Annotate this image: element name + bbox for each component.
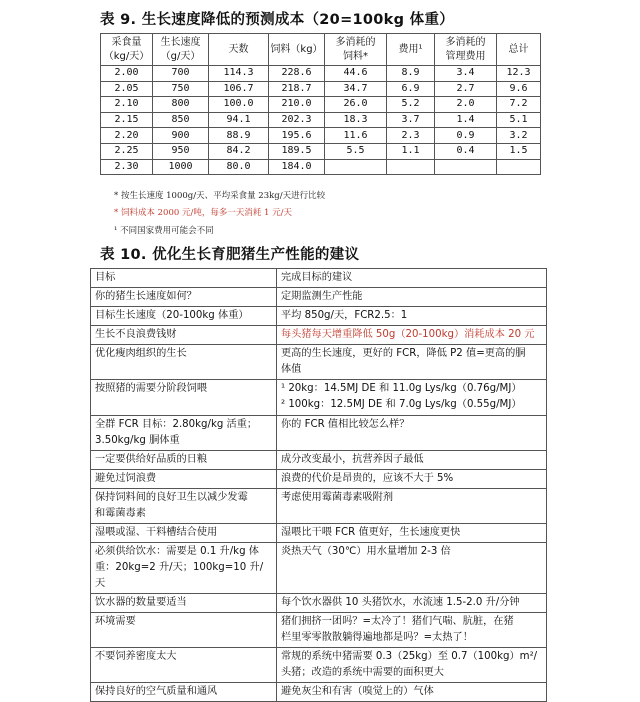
table-cell: 80.0: [209, 159, 269, 174]
goal-line: 3.50kg/kg 胴体重: [95, 435, 180, 446]
column-header-line: 生长速度: [160, 36, 201, 48]
table-row: [91, 269, 547, 288]
goal-cell: [91, 326, 277, 345]
table-cell: 2.0: [435, 97, 497, 113]
goal-line: 一定要供给好品质的日粮: [95, 454, 208, 465]
recommendation-line: 炎热天气（30℃）用水量增加 2-3 倍: [281, 546, 451, 557]
goal-line: 环境需要: [95, 616, 136, 627]
column-header-line: 采食量: [111, 36, 142, 48]
recommendation-line: 浪费的代价是昂贵的，应该不大于 5%: [281, 473, 454, 484]
table-cell: 0.4: [435, 143, 497, 159]
table-row: [101, 112, 541, 128]
goal-line: 重：20kg=2 升/天；100kg=10 升/天: [95, 562, 264, 589]
table-cell: 2.00: [101, 66, 153, 82]
column-header: [153, 34, 209, 66]
table-cell: 11.6: [325, 128, 387, 144]
recommendation-line: 常规的系统中猪需要 0.3（25kg）至 0.7（100kg）m²/: [281, 651, 538, 662]
table-cell: 184.0: [269, 159, 325, 174]
recommendation-cell: [277, 307, 547, 326]
goal-cell: [91, 288, 277, 307]
table-cell: 1.5: [497, 143, 541, 159]
table-row: [91, 288, 547, 307]
goal-line: 避免过饲浪费: [95, 473, 157, 484]
goal-line: 饮水器的数量要适当: [95, 597, 187, 608]
goal-line: 不要饲养密度太大: [95, 651, 177, 662]
recommendation-cell: [277, 613, 547, 648]
table9-note-1: * 按生长速度 1000g/天、平均采食量 23kg/天进行比较: [114, 191, 326, 201]
recommendation-cell: [277, 489, 547, 524]
table-cell: 750: [153, 81, 209, 97]
recommendation-line: 避免灰尘和有害（嗅觉上的）气体: [281, 686, 434, 697]
column-header-line: 费用¹: [398, 43, 423, 55]
table-cell: 202.3: [269, 112, 325, 128]
goal-cell: [91, 470, 277, 489]
recommendation-line: 头猪；改造的系统中需要的面积更大: [281, 667, 444, 678]
table-cell: [387, 159, 435, 174]
table-cell: 850: [153, 112, 209, 128]
recommendation-line: ² 100kg：12.5MJ DE 和 7.0g Lys/kg（0.55g/MJ）: [281, 399, 522, 410]
table-row: [91, 683, 547, 702]
column-header-line: （g/天）: [160, 50, 201, 62]
table-row: [101, 128, 541, 144]
table-cell: 8.9: [387, 66, 435, 82]
table-row: [91, 470, 547, 489]
table-cell: 1.4: [435, 112, 497, 128]
table-cell: 5.5: [325, 143, 387, 159]
goal-cell: [91, 683, 277, 702]
column-header: [269, 34, 325, 66]
goal-cell: [91, 416, 277, 451]
recommendation-line: 猪们拥挤一团吗？=太冷了！猪们气喘、肮脏，在猪: [281, 616, 514, 627]
column-header: [209, 34, 269, 66]
goal-cell: [91, 489, 277, 524]
column-header-line: 天数: [228, 43, 249, 55]
recommendation-line: ¹ 20kg：14.5MJ DE 和 11.0g Lys/kg（0.76g/MJ）: [281, 383, 522, 394]
recommendation-cell: [277, 416, 547, 451]
table-cell: 2.20: [101, 128, 153, 144]
table-row: [91, 345, 547, 380]
table-row: [101, 81, 541, 97]
table-row: [91, 451, 547, 470]
goal-line: 你的猪生长速度如何？: [95, 291, 197, 302]
table-cell: 2.30: [101, 159, 153, 174]
cost-table: [100, 33, 541, 175]
table-cell: [497, 159, 541, 174]
goal-cell: [91, 594, 277, 613]
recommendation-line: 考虑使用霉菌毒素吸附剂: [281, 492, 394, 503]
table-cell: 195.6: [269, 128, 325, 144]
table-row: [91, 307, 547, 326]
goal-line: 必须供给饮水：需要是 0.1 升/kg 体: [95, 546, 259, 557]
goal-line: 和霉菌毒素: [95, 508, 146, 519]
table-cell: 2.05: [101, 81, 153, 97]
table-cell: 228.6: [269, 66, 325, 82]
recommendation-cell: [277, 451, 547, 470]
recommendation-line: 你的 FCR 值相比较怎么样？: [281, 419, 410, 430]
table-row: [91, 613, 547, 648]
goal-line: 保持饲料间的良好卫生以减少发霉: [95, 492, 248, 503]
goal-cell: [91, 648, 277, 683]
table-cell: 1.1: [387, 143, 435, 159]
table-cell: 0.9: [435, 128, 497, 144]
table-cell: 100.0: [209, 97, 269, 113]
recommendation-line: 完成目标的建议: [281, 272, 353, 283]
recommendation-cell: [277, 648, 547, 683]
recommendation-cell: [277, 345, 547, 380]
table-cell: 900: [153, 128, 209, 144]
table-cell: 2.3: [387, 128, 435, 144]
recommendation-cell: [277, 269, 547, 288]
table-row: [91, 326, 547, 345]
table9-note-3: ¹ 不同国家费用可能会不同: [114, 226, 214, 236]
column-header-line: 总计: [508, 43, 529, 55]
column-header: [435, 34, 497, 66]
table-row: [91, 416, 547, 451]
table-row: [91, 489, 547, 524]
goal-cell: [91, 380, 277, 416]
table-cell: 950: [153, 143, 209, 159]
table-cell: 84.2: [209, 143, 269, 159]
table-cell: 700: [153, 66, 209, 82]
cost-table-header: [101, 34, 541, 66]
goal-line: 湿喂或湿、干料槽结合使用: [95, 527, 218, 538]
column-header-line: 饲料*: [343, 50, 368, 62]
recommendation-cell: [277, 326, 547, 345]
recommendation-line: 成分改变最小，抗营养因子最低: [281, 454, 424, 465]
column-header-line: （kg/天）: [103, 50, 150, 62]
recommendation-line: 湿喂比干喂 FCR 值更好，生长速度更快: [281, 527, 461, 538]
table-row: [91, 594, 547, 613]
goal-cell: [91, 345, 277, 380]
table-cell: 44.6: [325, 66, 387, 82]
table-row: [101, 97, 541, 113]
table-row: [101, 66, 541, 82]
recommendation-cell: [277, 543, 547, 594]
goal-line: 保持良好的空气质量和通风: [95, 686, 218, 697]
recommendation-line: 每个饮水器供 10 头猪饮水，水流速 1.5-2.0 升/分钟: [281, 597, 520, 608]
table-cell: 3.2: [497, 128, 541, 144]
table-row: [91, 524, 547, 543]
recommendation-cell: [277, 524, 547, 543]
table-cell: 88.9: [209, 128, 269, 144]
table-cell: 34.7: [325, 81, 387, 97]
table-cell: 5.1: [497, 112, 541, 128]
recommendation-line: 平均 850g/天，FCR2.5：1: [281, 310, 408, 321]
recommendation-table-body: [91, 269, 547, 702]
table-cell: 218.7: [269, 81, 325, 97]
recommendation-cell: [277, 683, 547, 702]
column-header-line: 多消耗的: [335, 36, 376, 48]
table-cell: 3.4: [435, 66, 497, 82]
table-cell: 5.2: [387, 97, 435, 113]
column-header: [325, 34, 387, 66]
column-header: [101, 34, 153, 66]
recommendation-line: 体值: [281, 364, 302, 375]
table-row: [101, 159, 541, 174]
recommendation-cell: [277, 470, 547, 489]
goal-line: 全群 FCR 目标：2.80kg/kg 活重；: [95, 419, 258, 430]
table-row: [91, 380, 547, 416]
goal-line: 目标生长速度（20-100kg 体重）: [95, 310, 249, 321]
recommendation-cell: [277, 288, 547, 307]
recommendation-line: 每头猪每天增重降低 50g（20-100kg）消耗成本 20 元: [281, 329, 535, 340]
table-cell: 2.15: [101, 112, 153, 128]
recommendation-cell: [277, 380, 547, 416]
goal-line: 目标: [95, 272, 116, 283]
column-header: [387, 34, 435, 66]
table-cell: 6.9: [387, 81, 435, 97]
goal-cell: [91, 613, 277, 648]
table-cell: 94.1: [209, 112, 269, 128]
table-cell: 1000: [153, 159, 209, 174]
column-header-line: 饲料（kg）: [270, 43, 323, 55]
table-cell: 189.5: [269, 143, 325, 159]
cost-table-body: [101, 66, 541, 175]
table-cell: 210.0: [269, 97, 325, 113]
table-cell: 114.3: [209, 66, 269, 82]
table-cell: 2.7: [435, 81, 497, 97]
column-header: [497, 34, 541, 66]
table-row: [91, 648, 547, 683]
table-cell: 800: [153, 97, 209, 113]
table-cell: 9.6: [497, 81, 541, 97]
recommendation-line: 定期监测生产性能: [281, 291, 363, 302]
table-cell: 2.25: [101, 143, 153, 159]
table9-title: 表 9. 生长速度降低的预测成本（20=100kg 体重）: [100, 12, 455, 28]
goal-line: 生长不良浪费钱财: [95, 329, 177, 340]
table-cell: 2.10: [101, 97, 153, 113]
table10-title: 表 10. 优化生长育肥猪生产性能的建议: [100, 247, 360, 263]
recommendation-cell: [277, 594, 547, 613]
goal-cell: [91, 543, 277, 594]
table-cell: 3.7: [387, 112, 435, 128]
table-cell: 12.3: [497, 66, 541, 82]
table-cell: 26.0: [325, 97, 387, 113]
column-header-line: 多消耗的: [445, 36, 486, 48]
recommendation-table: [90, 268, 547, 702]
goal-cell: [91, 451, 277, 470]
table-cell: [325, 159, 387, 174]
table-cell: [435, 159, 497, 174]
goal-line: 按照猪的需要分阶段饲喂: [95, 383, 208, 394]
table-cell: 18.3: [325, 112, 387, 128]
goal-cell: [91, 524, 277, 543]
table-row: [91, 543, 547, 594]
table9-note-2: * 饲料成本 2000 元/吨，每多一天消耗 1 元/天: [114, 208, 293, 218]
recommendation-line: 更高的生长速度，更好的 FCR，降低 P2 值=更高的胴: [281, 348, 526, 359]
recommendation-line: 栏里零零散散躺得遍地都是吗？=太热了！: [281, 632, 473, 643]
table-row: [101, 143, 541, 159]
goal-line: 优化瘦肉组织的生长: [95, 348, 187, 359]
table-cell: 7.2: [497, 97, 541, 113]
goal-cell: [91, 307, 277, 326]
goal-cell: [91, 269, 277, 288]
table-cell: 106.7: [209, 81, 269, 97]
column-header-line: 管理费用: [445, 50, 486, 62]
